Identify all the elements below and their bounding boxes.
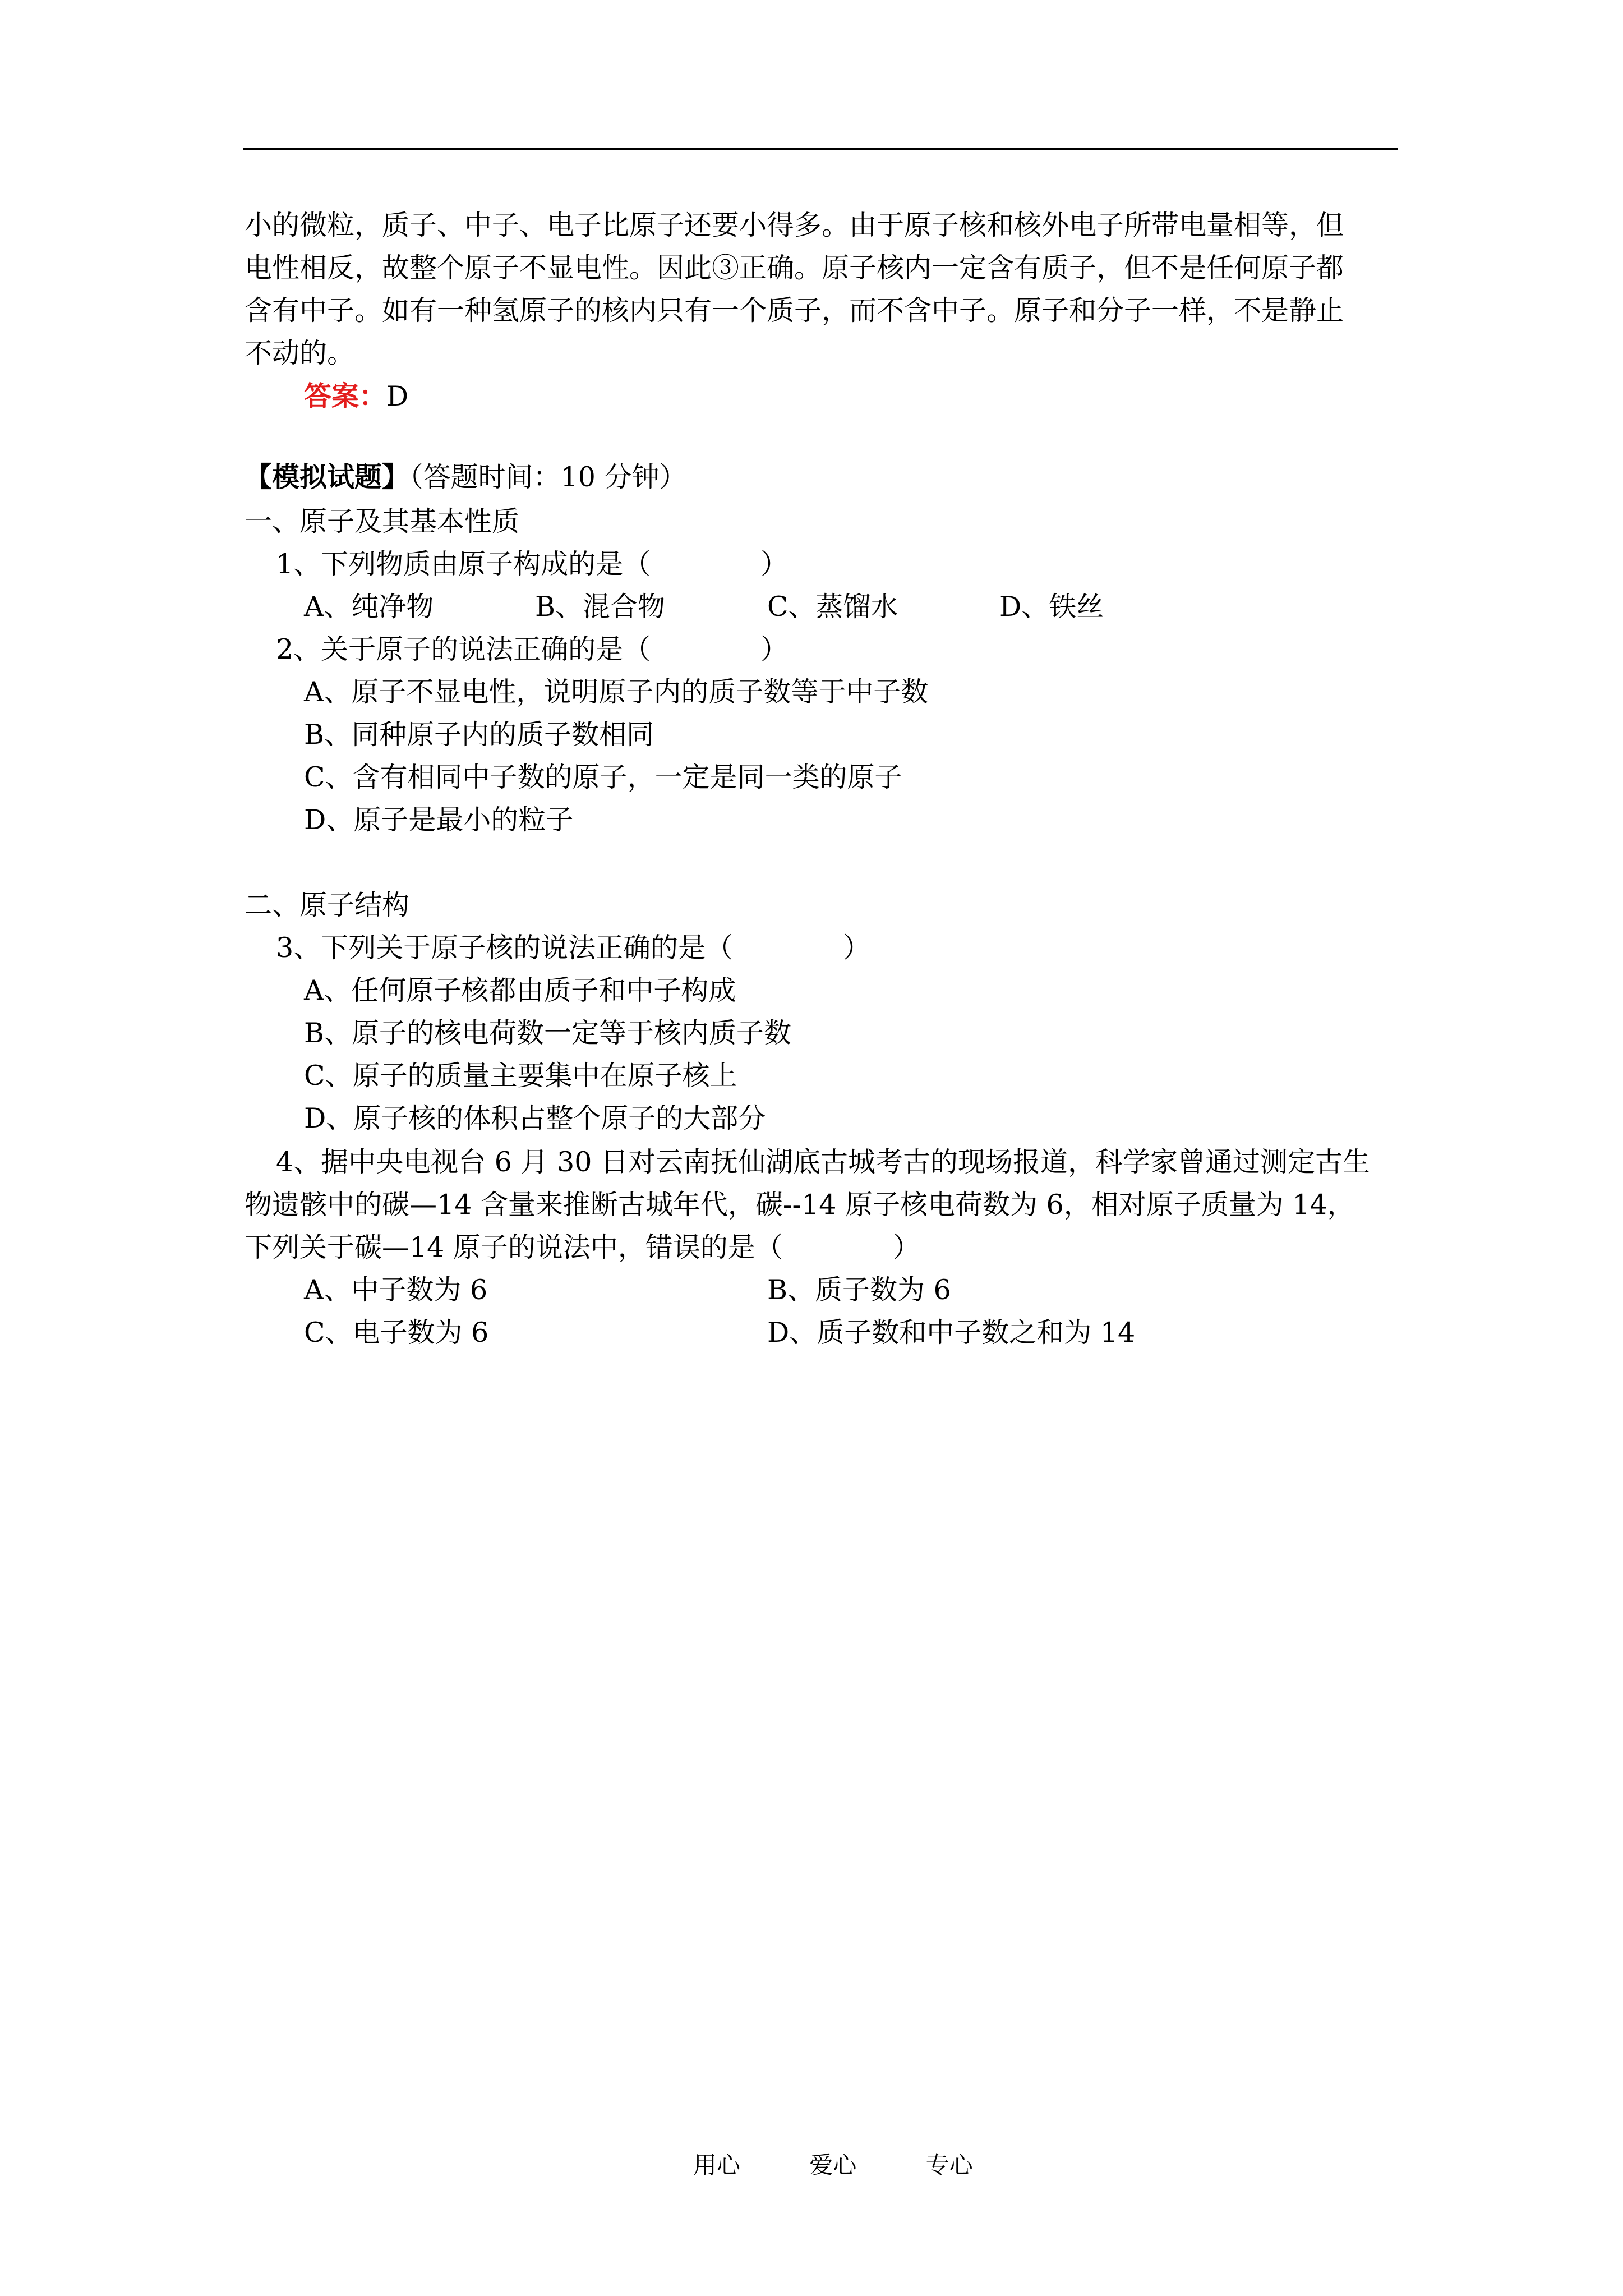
q1-option-d: D、铁丝 [999, 591, 1104, 623]
q2-option-b: B、同种原子内的质子数相同 [304, 719, 654, 751]
q2-option-a: A、原子不显电性，说明原子内的质子数等于中子数 [304, 676, 929, 708]
q1-stem: 1、下列物质由原子构成的是（ ） [276, 548, 789, 580]
mock-test-heading [245, 459, 686, 495]
q4-stem-line-1: 4、据中央电视台 6 月 30 日对云南抚仙湖底古城考古的现场报道，科学家曾通过测定古生 [276, 1146, 1371, 1178]
mock-test-title: 【模拟试题】 [245, 461, 410, 493]
q3-option-a: A、任何原子核都由质子和中子构成 [304, 974, 736, 1006]
mock-test-time: （答题时间：10 分钟） [409, 461, 687, 493]
q3-option-d: D、原子核的体积占整个原子的大部分 [304, 1102, 766, 1134]
q4-option-c: C、电子数为 6 [304, 1317, 489, 1349]
intro-line-2: 电性相反，故整个原子不显电性。因此③正确。原子核内一定含有质子，但不是任何原子都 [245, 252, 1344, 284]
q1-option-a: A、纯净物 [304, 591, 434, 623]
answer-line [304, 378, 408, 415]
q4-option-b: B、质子数为 6 [767, 1274, 951, 1306]
footer-word-3: 专心 [925, 2151, 973, 2179]
header-rule [243, 148, 1398, 150]
q2-option-c: C、含有相同中子数的原子，一定是同一类的原子 [304, 761, 902, 793]
q4-option-d: D、质子数和中子数之和为 14 [767, 1317, 1136, 1349]
intro-line-4: 不动的。 [245, 337, 355, 369]
answer-label: 答案： [304, 380, 387, 412]
intro-line-1: 小的微粒，质子、中子、电子比原子还要小得多。由于原子核和核外电子所带电量相等，但 [245, 209, 1344, 241]
intro-line-3: 含有中子。如有一种氢原子的核内只有一个质子，而不含中子。原子和分子一样，不是静止 [245, 295, 1344, 326]
section1-title: 一、原子及其基本性质 [245, 505, 520, 537]
q3-option-c: C、原子的质量主要集中在原子核上 [304, 1060, 737, 1092]
footer-word-2: 爱心 [809, 2151, 857, 2179]
q3-option-b: B、原子的核电荷数一定等于核内质子数 [304, 1017, 792, 1049]
section2-title: 二、原子结构 [245, 889, 410, 921]
q2-option-d: D、原子是最小的粒子 [304, 804, 574, 836]
q1-option-c: C、蒸馏水 [767, 591, 898, 623]
q3-stem: 3、下列关于原子核的说法正确的是（ ） [276, 932, 871, 964]
q4-option-a: A、中子数为 6 [304, 1274, 488, 1306]
q1-option-b: B、混合物 [535, 591, 666, 623]
q2-stem: 2、关于原子的说法正确的是（ ） [276, 633, 789, 665]
answer-value: D [386, 380, 409, 412]
q4-stem-line-3: 下列关于碳—14 原子的说法中，错误的是（ ） [245, 1231, 920, 1263]
q4-stem-line-2: 物遗骸中的碳—14 含量来推断古城年代，碳--14 原子核电荷数为 6，相对原子质量为 14， [245, 1189, 1355, 1221]
footer-word-1: 用心 [693, 2151, 741, 2179]
page-footer [693, 2148, 973, 2182]
